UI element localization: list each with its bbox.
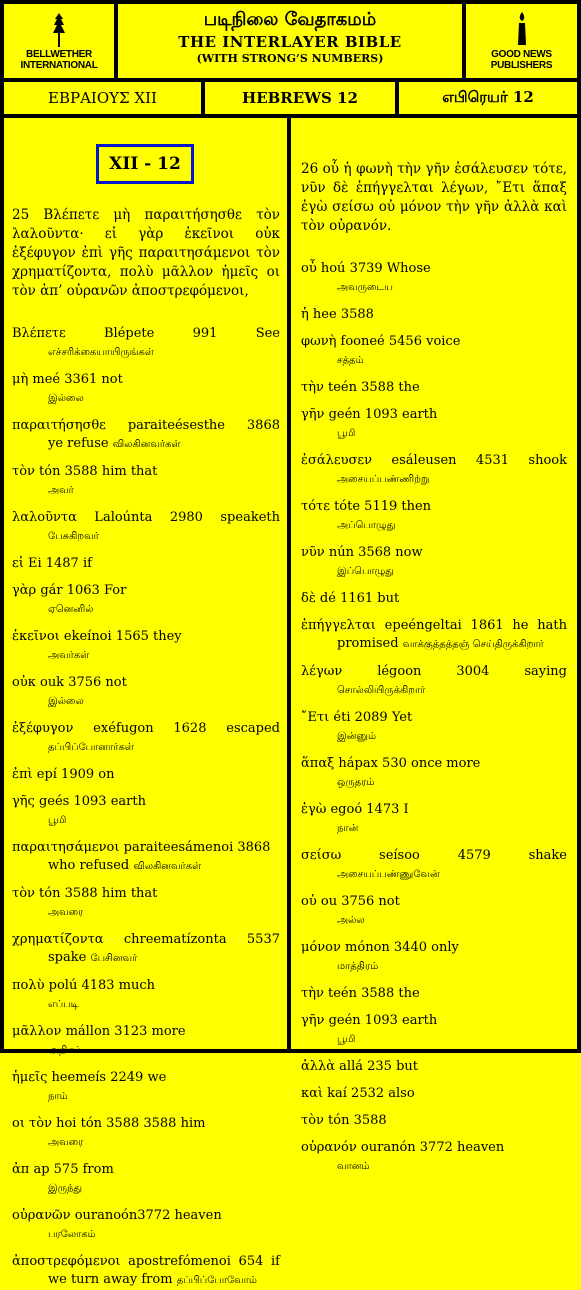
word-entry <box>12 1115 280 1152</box>
word-entry-line: οὐρανόν ouranón 3772 heaven <box>301 1140 505 1155</box>
word-entry-gloss <box>301 1157 567 1176</box>
word-entry-gloss <box>12 811 280 830</box>
word-entry <box>12 417 280 454</box>
bellwether-logo-line1: BELLWETHER <box>26 49 92 60</box>
word-entry-gloss <box>301 470 567 489</box>
word-entry-gloss <box>301 1030 567 1049</box>
verse-26-text: 26 οὗ ἡ φωνὴ τὴν γῆν ἐσάλευσεν τότε, νῦν δὲ ἐπήγγελται λέγων, ῎Ετι ἅπαξ ἐγὼ σείσω οὐ μόνον τὴν γῆν ἀλλὰ καὶ τὸν οὐρανόν. <box>301 161 567 234</box>
word-entry-gloss <box>12 692 280 711</box>
word-entry-line: Βλέπετε Blépete 991 See <box>12 326 280 341</box>
word-entry-line: ἐπήγγελται epeéngeltai 1861 he hath <box>301 618 567 633</box>
word-entry <box>12 628 280 665</box>
word-entry-line: γῆς geés 1093 earth <box>12 794 146 809</box>
word-entry-line: λέγων légoon 3004 saying <box>301 664 567 679</box>
word-entry <box>12 720 280 757</box>
word-entry-line: ἐγὼ egoó 1473 I <box>301 802 409 817</box>
word-entry-line: μᾶλλον mállon 3123 more <box>12 1024 186 1039</box>
word-entry <box>301 617 567 654</box>
word-entry <box>301 498 567 535</box>
word-entry-gloss <box>12 343 280 362</box>
word-entry-line: ἅπαξ hápax 530 once more <box>301 756 481 771</box>
word-entry <box>301 985 567 1003</box>
candle-icon <box>511 11 533 49</box>
word-entry-tamil: ஏனெனில் <box>48 604 94 615</box>
word-entry-gloss <box>12 857 280 876</box>
word-entry-tamil: ஒருதரம் <box>337 777 375 788</box>
word-entry-gloss <box>12 435 280 454</box>
title-block <box>118 4 462 78</box>
word-entry-tamil: இல்லை <box>48 393 84 404</box>
word-entry <box>301 663 567 700</box>
word-entry-gloss <box>301 727 567 746</box>
word-entry-line: νῦν nún 3568 now <box>301 545 423 560</box>
word-entry-gloss <box>12 389 280 408</box>
right-word-list <box>301 260 567 1176</box>
word-entry-line: γὰρ gár 1063 For <box>12 583 127 598</box>
word-entry <box>301 333 567 370</box>
word-entry-tamil: சொல்லியிருக்கிறார் <box>337 685 426 696</box>
word-entry-line: οὐρανῶν ouranoón3772 heaven <box>12 1208 222 1223</box>
word-entry-tamil: அவர்கள் <box>48 650 90 661</box>
word-entry-line: τότε tóte 5119 then <box>301 499 432 514</box>
word-entry <box>12 371 280 408</box>
book-tamil: எபிரெயர் 12 <box>399 82 577 114</box>
word-entry-gloss <box>12 1271 280 1290</box>
word-entry <box>301 755 567 792</box>
word-entry <box>12 1253 280 1290</box>
word-entry <box>12 555 280 573</box>
word-entry <box>301 1058 567 1076</box>
word-entry-line: ἐκεῖνοι ekeínoi 1565 they <box>12 629 182 644</box>
word-entry-tamil: விலகினவர்கள் <box>112 439 181 450</box>
word-entry-line: μὴ meé 3361 not <box>12 372 123 387</box>
word-entry-gloss <box>301 635 567 654</box>
word-entry-line: ἡ hee 3588 <box>301 307 374 322</box>
word-entry-continuation: we turn away from <box>48 1272 173 1287</box>
title-tamil: படிநிலை வேதாகமம் <box>203 9 377 30</box>
word-entry-gloss <box>301 424 567 443</box>
word-entry-line: τὸν tón 3588 <box>301 1113 387 1128</box>
word-entry-tamil: மாத்திரம் <box>337 961 379 972</box>
word-entry-line: γῆν geén 1093 earth <box>301 407 438 422</box>
word-entry-tamil: நாம் <box>48 1091 68 1102</box>
word-entry <box>12 931 280 968</box>
word-entry-gloss <box>12 1087 280 1106</box>
word-entry-gloss <box>12 1179 280 1198</box>
word-entry-gloss <box>301 516 567 535</box>
word-entry <box>301 709 567 746</box>
word-entry-gloss <box>12 903 280 922</box>
word-entry-line: οι τὸν hoi tón 3588 3588 him <box>12 1116 206 1131</box>
word-entry-tamil: அவரை <box>48 907 84 918</box>
word-entry-line: τὸν tón 3588 him that <box>12 464 158 479</box>
word-entry <box>301 939 567 976</box>
word-entry-line: δὲ dé 1161 but <box>301 591 400 606</box>
word-entry-gloss <box>12 738 280 757</box>
word-entry <box>12 839 280 876</box>
word-entry-tamil: அல்ல <box>337 915 365 926</box>
bellwether-logo-line2: INTERNATIONAL <box>20 60 98 71</box>
word-entry-tamil: இன்னும் <box>337 731 377 742</box>
word-entry-tamil: பூமி <box>337 1034 356 1045</box>
word-entry-line: ἐξέφυγον exéfugon 1628 escaped <box>12 721 280 736</box>
word-entry <box>301 847 567 884</box>
word-entry-continuation: ye refuse <box>48 436 109 451</box>
word-entry-gloss <box>12 1133 280 1152</box>
word-entry-gloss <box>301 911 567 930</box>
word-entry-tamil: பூமி <box>48 815 67 826</box>
word-entry <box>301 801 567 838</box>
word-entry <box>12 1207 280 1244</box>
left-word-list <box>12 325 280 1290</box>
word-entry-continuation: spake <box>48 950 87 965</box>
word-entry-line: τὸν tón 3588 him that <box>12 886 158 901</box>
word-entry <box>12 509 280 546</box>
title-subtitle: (WITH STRONG’S NUMBERS) <box>196 52 384 65</box>
word-entry-tamil: இப்பொழுது <box>337 566 394 577</box>
word-entry-gloss <box>12 1225 280 1244</box>
word-entry-gloss <box>12 949 280 968</box>
word-entry-tamil: வாக்குத்தத்தஞ் செய்திருக்கிறார் <box>402 639 544 650</box>
shepherd-icon <box>48 11 70 49</box>
word-entry-tamil: தப்பிப்போனார்கள் <box>48 742 134 753</box>
word-entry-tamil: இருந்து <box>48 1183 83 1194</box>
book-english: HEBREWS 12 <box>205 82 395 114</box>
word-entry-line: παραιτησάμενοι paraiteesámenoi 3868 <box>12 840 271 855</box>
word-entry-gloss <box>301 865 567 884</box>
good-news-logo-line2: PUBLISHERS <box>490 60 553 71</box>
word-entry <box>12 1023 280 1060</box>
word-entry <box>301 1085 567 1103</box>
word-entry <box>12 582 280 619</box>
word-entry-line: τὴν teén 3588 the <box>301 986 420 1001</box>
word-entry-line: καὶ kaí 2532 also <box>301 1086 415 1101</box>
word-entry-gloss <box>301 957 567 976</box>
word-entry-gloss <box>301 562 567 581</box>
word-entry-gloss <box>301 773 567 792</box>
word-entry-gloss <box>12 646 280 665</box>
word-entry <box>12 885 280 922</box>
word-entry-line: τὴν teén 3588 the <box>301 380 420 395</box>
word-entry-gloss <box>12 481 280 500</box>
word-entry-tamil: வானம் <box>337 1161 370 1172</box>
word-entry-line: ῎Ετι éti 2089 Yet <box>301 710 413 725</box>
good-news-logo-line1: GOOD NEWS <box>491 49 552 60</box>
word-entry-line: ἀλλὰ allá 235 but <box>301 1059 418 1074</box>
word-entry-gloss <box>12 995 280 1014</box>
word-entry-line: παραιτήσησθε paraiteésesthe 3868 <box>12 418 280 433</box>
word-entry-tamil: அவர் <box>48 485 74 496</box>
word-entry-line: πολὺ polú 4183 much <box>12 978 156 993</box>
word-entry-continuation: promised <box>337 636 399 651</box>
verse-25-text: 25 Βλέπετε μὴ παραιτήσησθε τὸν λαλοῦντα· εἰ γὰρ ἐκεῖνοι οὐκ ἐξέφυγον ἐπὶ γῆς παραιτησάμενοι τὸν χρηματίζοντα, πολὺ μᾶλλον ἡμεῖς οι τὸν ἀπ’ οὐρανῶν ἀποστρεφόμενοι, <box>12 207 280 299</box>
word-entry <box>301 1012 567 1049</box>
word-entry <box>301 544 567 581</box>
word-entry-tamil: அதிகம் <box>48 1045 82 1056</box>
word-entry-line: οὗ hoú 3739 Whose <box>301 261 431 276</box>
word-entry-line: ἡμεῖς heemeís 2249 we <box>12 1070 167 1085</box>
right-column <box>291 118 577 1172</box>
word-entry-tamil: எச்சரிக்கையாயிருங்கள் <box>48 347 154 358</box>
word-entry-continuation: who refused <box>48 858 130 873</box>
word-entry-tamil: பரலோகம் <box>48 1229 96 1240</box>
word-entry-tamil: அசையப்பண்ணிற்று <box>337 474 430 485</box>
word-entry-line: χρηματίζοντα chreematízonta 5537 <box>12 932 280 947</box>
word-entry <box>301 379 567 397</box>
word-entry-gloss <box>301 351 567 370</box>
word-entry-line: εἰ Ei 1487 if <box>12 556 92 571</box>
good-news-logo <box>466 4 577 78</box>
word-entry <box>12 1161 280 1198</box>
word-entry-tamil: அவருடைய <box>337 282 393 293</box>
word-entry-gloss <box>12 1041 280 1060</box>
word-entry-tamil: எப்படி <box>48 999 79 1010</box>
word-entry <box>301 406 567 443</box>
word-entry-tamil: பேசினவர் <box>90 953 138 964</box>
word-entry-tamil: பூமி <box>337 428 356 439</box>
chapter-label: XII - 12 <box>96 144 194 184</box>
word-entry-line: λαλοῦντα Laloúnta 2980 speaketh <box>12 510 280 525</box>
word-entry-tamil: விலகினவர்கள் <box>133 861 202 872</box>
word-entry-tamil: அசையப்பண்ணுவேன் <box>337 869 440 880</box>
book-greek: ΕΒΡΑΙΟΥΣ XII <box>4 82 201 114</box>
word-entry <box>301 893 567 930</box>
word-entry <box>12 325 280 362</box>
word-entry <box>301 452 567 489</box>
word-entry <box>301 590 567 608</box>
bellwether-logo <box>4 4 114 78</box>
word-entry <box>301 306 567 324</box>
word-entry-tamil: அப்பொழுது <box>337 520 396 531</box>
word-entry-line: οὐ ou 3756 not <box>301 894 400 909</box>
word-entry-line: μόνον mónon 3440 only <box>301 940 459 955</box>
word-entry-line: σείσω seísoo 4579 shake <box>301 848 567 863</box>
word-entry <box>12 1069 280 1106</box>
left-column <box>4 118 287 1287</box>
word-entry <box>301 260 567 297</box>
word-entry <box>12 977 280 1014</box>
title-english: THE INTERLAYER BIBLE <box>178 33 402 51</box>
word-entry <box>301 1139 567 1176</box>
word-entry-gloss <box>12 600 280 619</box>
word-entry-line: ἐσάλευσεν esáleusen 4531 shook <box>301 453 567 468</box>
word-entry-gloss <box>12 527 280 546</box>
word-entry-tamil: இல்லை <box>48 696 84 707</box>
word-entry-tamil: பேசுகிறவர் <box>48 531 99 542</box>
word-entry-line: φωνὴ fooneé 5456 voice <box>301 334 461 349</box>
word-entry-line: ἀπ ap 575 from <box>12 1162 114 1177</box>
word-entry <box>301 1112 567 1130</box>
word-entry-gloss <box>301 681 567 700</box>
word-entry-gloss <box>301 278 567 297</box>
word-entry <box>12 793 280 830</box>
word-entry-gloss <box>301 819 567 838</box>
word-entry-line: ἀποστρεφόμενοι apostrefómenoi 654 if <box>12 1254 280 1269</box>
word-entry-line: γῆν geén 1093 earth <box>301 1013 438 1028</box>
word-entry-tamil: அவரை <box>48 1137 84 1148</box>
word-entry <box>12 463 280 500</box>
word-entry-line: οὐκ ouk 3756 not <box>12 675 127 690</box>
word-entry-line: ἐπὶ epí 1909 on <box>12 767 115 782</box>
word-entry <box>12 766 280 784</box>
word-entry-tamil: தப்பிப்போவோம் <box>176 1275 257 1286</box>
word-entry <box>12 674 280 711</box>
word-entry-tamil: நான் <box>337 823 359 834</box>
word-entry-tamil: சத்தம் <box>337 355 364 366</box>
